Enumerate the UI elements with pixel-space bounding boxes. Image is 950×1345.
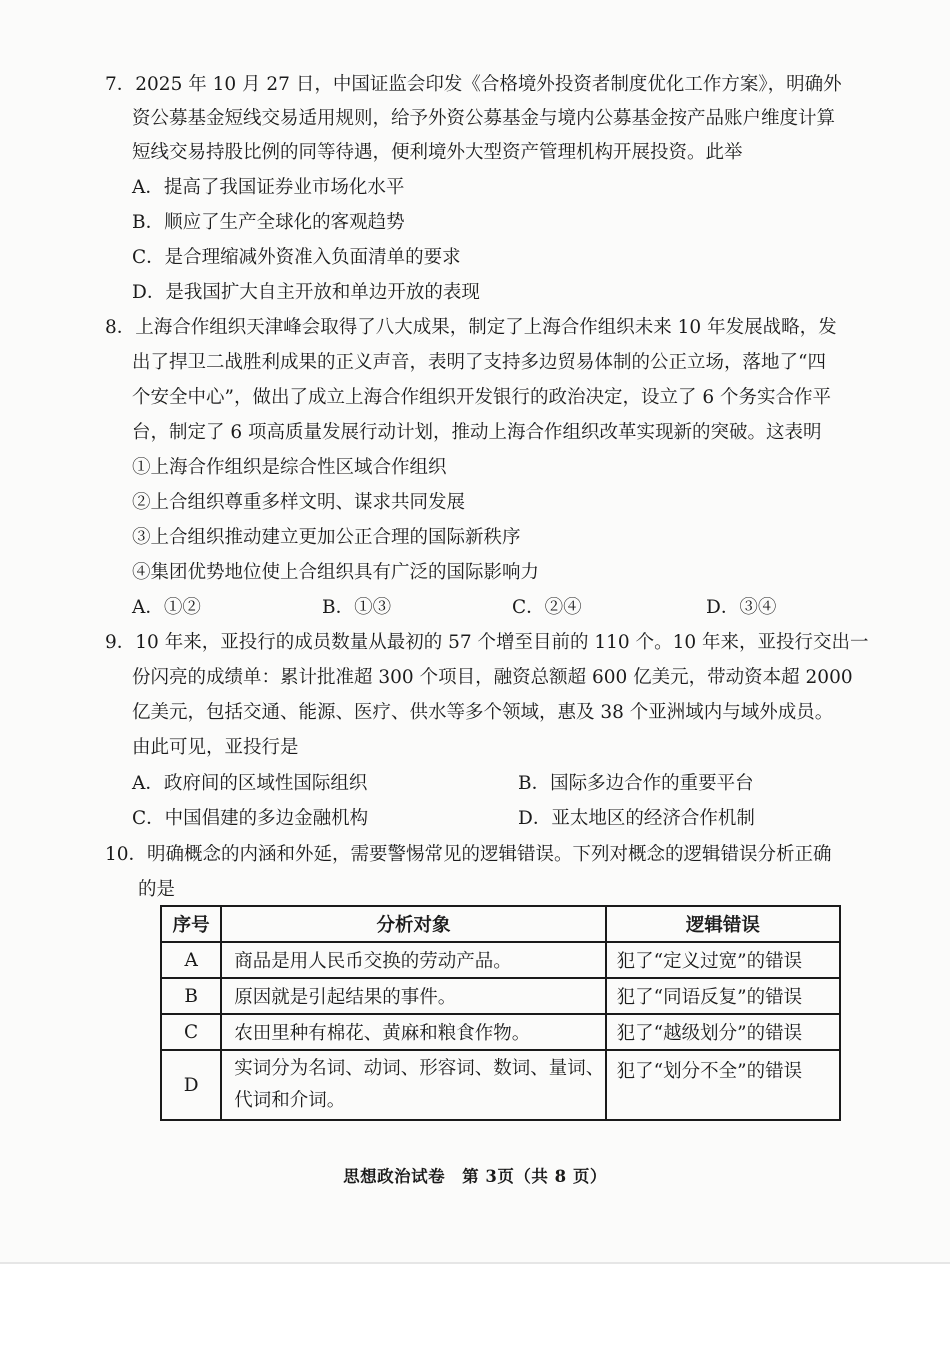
row-object [221,1050,605,1120]
q7-option-a: A．提高了我国证券业市场化水平 [132,177,405,198]
table-row [161,978,840,1014]
q8-line-4: 台，制定了 6 项高质量发展行动计划，推动上海合作组织改革实现新的突破。这表明 [132,422,822,443]
q8-line-2: 出了捍卫二战胜利成果的正义声音，表明了支持多边贸易体制的公正立场，落地了“四 [132,352,826,373]
logic-error-table [160,905,841,1121]
q10-line-1: 10．明确概念的内涵和外延，需要警惕常见的逻辑错误。下列对概念的逻辑错误分析正确 [105,844,832,865]
page-footer: 思想政治试卷 第 3页（共 8 页） [343,1167,607,1186]
q9-line-3: 亿美元，包括交通、能源、医疗、供水等多个领域，惠及 38 个亚洲域内与域外成员。 [132,702,834,723]
table-header-row [161,906,840,942]
q7-option-d: D．是我国扩大自主开放和单边开放的表现 [132,282,480,303]
row-object: 商品是用人民币交换的劳动产品。 [221,942,605,978]
q8-line-3: 个安全中心”，做出了成立上海合作组织开发银行的政治决定，设立了 6 个务实合作平 [132,387,831,408]
q7-line-2: 资公募基金短线交易适用规则，给予外资公募基金与境内公募基金按产品账户维度计算 [132,108,836,129]
q9-line-4: 由此可见，亚投行是 [132,737,299,758]
q8-option-d: D．③④ [706,597,777,618]
header-error: 逻辑错误 [606,906,840,942]
q9-line-1: 9．10 年来，亚投行的成员数量从最初的 57 个增至目前的 110 个。10 年来，亚投行交出一 [105,632,869,653]
row-id: C [161,1014,221,1050]
q9-option-d: D．亚太地区的经济合作机制 [518,808,755,829]
header-object: 分析对象 [221,906,605,942]
q7-option-c: C．是合理缩减外资准入负面清单的要求 [132,247,461,268]
row-error: 犯了“越级划分”的错误 [606,1014,840,1050]
row-error: 犯了“定义过宽”的错误 [606,942,840,978]
row-object: 原因就是引起结果的事件。 [221,978,605,1014]
q9-line-2: 份闪亮的成绩单：累计批准超 300 个项目，融资总额超 600 亿美元，带动资本超 2000 [132,667,853,688]
q9-option-a: A．政府间的区域性国际组织 [132,773,368,794]
page-edge [0,1262,950,1264]
q8-line-1: 8．上海合作组织天津峰会取得了八大成果，制定了上海合作组织未来 10 年发展战略，发 [105,317,837,338]
q8-statement-4: ④集团优势地位使上合组织具有广泛的国际影响力 [132,562,540,583]
q8-option-a: A．①② [132,597,201,618]
q9-option-b: B．国际多边合作的重要平台 [518,773,754,794]
row-id: D [161,1050,221,1120]
q10-line-2: 的是 [138,879,176,900]
row-object-line-1: 实词分为名词、动词、形容词、数词、量词、 [234,1058,605,1079]
row-object-line-2: 代词和介词。 [234,1090,346,1111]
q7-option-b: B．顺应了生产全球化的客观趋势 [132,212,405,233]
q7-line-3: 短线交易持股比例的同等待遇，便利境外大型资产管理机构开展投资。此举 [132,142,743,163]
row-error: 犯了“同语反复”的错误 [606,978,840,1014]
q8-statement-3: ③上合组织推动建立更加公正合理的国际新秩序 [132,527,521,548]
row-id: A [161,942,221,978]
table-row [161,1050,840,1120]
q8-option-b: B．①③ [322,597,392,618]
table-row [161,942,840,978]
header-id: 序号 [161,906,221,942]
q8-statement-2: ②上合组织尊重多样文明、谋求共同发展 [132,492,466,513]
row-id: B [161,978,221,1014]
q8-option-c: C．②④ [512,597,582,618]
q7-line-1: 7．2025 年 10 月 27 日，中国证监会印发《合格境外投资者制度优化工作方案》，明确外 [105,74,842,95]
q8-statement-1: ①上海合作组织是综合性区域合作组织 [132,457,447,478]
row-error: 犯了“划分不全”的错误 [606,1050,840,1120]
q9-option-c: C．中国倡建的多边金融机构 [132,808,369,829]
row-object: 农田里种有棉花、黄麻和粮食作物。 [221,1014,605,1050]
table-row [161,1014,840,1050]
